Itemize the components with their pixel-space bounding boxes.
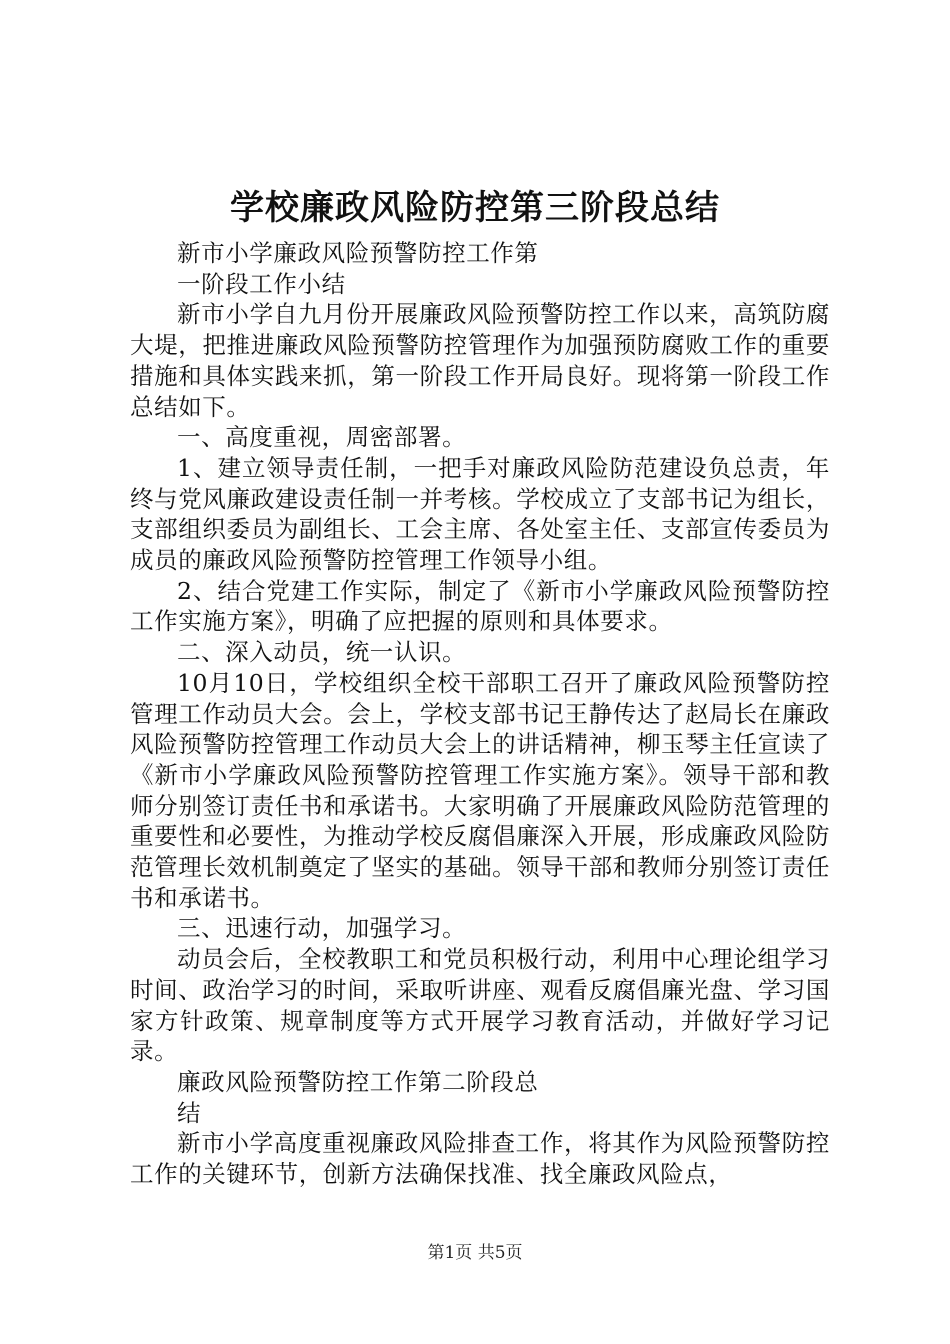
section-heading-2b: 结 bbox=[177, 1098, 202, 1127]
document-title: 学校廉政风险防控第三阶段总结 bbox=[230, 188, 720, 228]
document-body bbox=[130, 238, 830, 1190]
paragraph-intro: 新市小学自九月份开展廉政风险预警防控工作以来，高筑防腐大堤，把推进廉政风险预警防控管理作为加强预防腐败工作的重要措施和具体实践来抓，第一阶段工作开局良好。现将第一阶段工作总结如下。 bbox=[130, 300, 830, 421]
paragraph-risk-check: 新市小学高度重视廉政风险排查工作，将其作为风险预警防控工作的关键环节，创新方法确保找准、找全廉政风险点， bbox=[130, 1129, 830, 1189]
section-heading-2a: 廉政风险预警防控工作第二阶段总 bbox=[177, 1067, 539, 1096]
paragraph-study: 动员会后，全校教职工和党员积极行动，利用中心理论组学习时间、政治学习的时间，采取听讲座、观看反腐倡廉光盘、学习国家方针政策、规章制度等方式开展学习教育活动，并做好学习记录。 bbox=[130, 945, 830, 1066]
section-heading-1a: 新市小学廉政风险预警防控工作第 bbox=[177, 239, 539, 267]
heading-two: 二、深入动员，统一认识。 bbox=[177, 638, 467, 667]
heading-one: 一、高度重视，周密部署。 bbox=[177, 423, 467, 452]
paragraph-item-2: 2、结合党建工作实际，制定了《新市小学廉政风险预警防控工作实施方案》，明确了应把握的原则和具体要求。 bbox=[130, 576, 830, 636]
section-heading-1b: 一阶段工作小结 bbox=[177, 269, 346, 298]
paragraph-mobilization: 10月10日，学校组织全校干部职工召开了廉政风险预警防控管理工作动员大会。会上，学校支部书记王静传达了赵局长在廉政风险预警防控管理工作动员大会上的讲话精神，柳玉琴主任宣读了《新市小学廉政风险预警防控管理工作实施方案》。领导干部和教师分别签订责任书和承诺书。大家明确了开展廉政风险防范管理的重要性和必要性，为推动学校反腐倡廉深入开展，形成廉政风险防范管理长效机制奠定了坚实的基础。领导干部和教师分别签订责任书和承诺书。 bbox=[130, 668, 830, 912]
paragraph-item-1: 1、建立领导责任制，一把手对廉政风险防范建设负总责，年终与党风廉政建设责任制一并考核。学校成立了支部书记为组长，支部组织委员为副组长、工会主席、各处室主任、支部宣传委员为成员的廉政风险预警防控管理工作领导小组。 bbox=[130, 453, 830, 575]
heading-three: 三、迅速行动，加强学习。 bbox=[177, 914, 467, 943]
page-number-footer: 第1页 共5页 bbox=[427, 1243, 523, 1263]
